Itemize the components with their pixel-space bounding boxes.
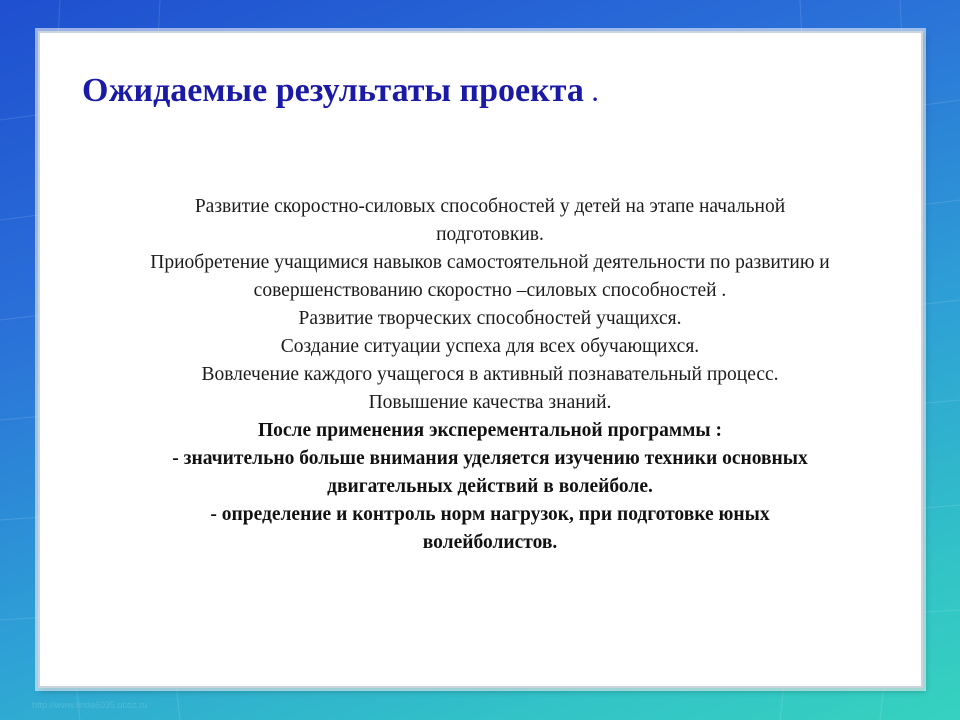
body-line: Развитие скоростно-силовых способностей у детей на этапе начальной	[194, 196, 786, 217]
body-line: Создание ситуации успеха для всех обучающихся.	[280, 336, 700, 357]
bold-line: - определение и контроль норм нагрузок, при подготовке юных	[210, 504, 770, 525]
bold-line: волейболистов.	[422, 532, 558, 553]
body-line: совершенствованию скоростно –силовых способностей .	[253, 280, 727, 301]
slide-body-text	[60, 193, 920, 557]
slide-title-suffix: .	[592, 81, 598, 106]
source-credit: http://www.linda6035.ucoz.ru	[32, 700, 148, 710]
body-line: Вовлечение каждого учащегося в активный познавательный процесс.	[201, 364, 779, 385]
body-line: Развитие творческих способностей учащихся.	[298, 308, 682, 329]
body-line: Повышение качества знаний.	[368, 392, 612, 413]
slide-title	[82, 72, 598, 110]
body-line: подготовкив.	[436, 224, 544, 245]
bold-line: - значительно больше внимания уделяется изучению техники основных	[172, 448, 808, 469]
bold-line: После применения эксперементальной программы :	[257, 420, 722, 441]
slide-title-text: Ожидаемые результаты проекта	[82, 72, 584, 109]
bold-line: двигательных действий в волейболе.	[327, 476, 653, 497]
body-line: Приобретение учащимися навыков самостоятельной деятельности по развитию и	[150, 252, 830, 273]
